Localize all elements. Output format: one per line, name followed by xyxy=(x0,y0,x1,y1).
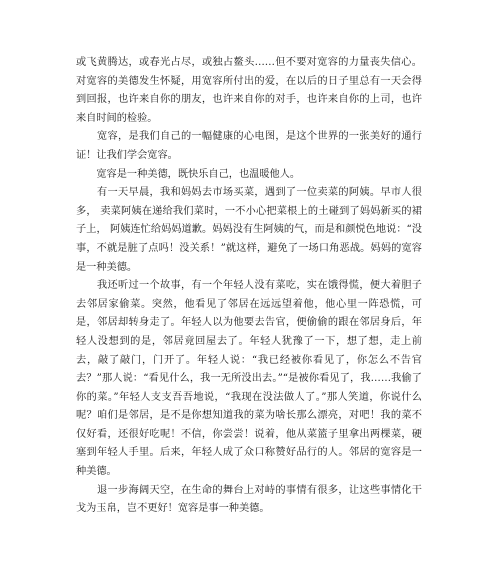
paragraph-2: 宽容，是我们自己的一幅健康的心电图，是这个世界的一张美好的通行证！让我们学会宽容。 xyxy=(76,131,422,161)
paragraph-5: 我还听过一个故事，有一个年轻人没有菜吃，实在饿得慌，便大着胆子去邻居家偷菜。突然，他看见了邻居在远远望着他，他心里一阵恐慌，可是，邻居却转身走了。年轻人以为他要去告官，便偷偷的跟在邻居身后，年轻人没想到的是，邻居竟回屋去了。年轻人犹豫了一下，想了想，走上前去，敲了敲门，门开了。年轻人说：“我已经被你看见了，你怎么不告官去？”那人说：“看见什么，我一无所没出去。”“是被你看见了，我……我偷了你的菜。”年轻人支支吾吾地说，“我现在没法做人了。”那人笑道，你说什么呢？咱们是邻居，是不是你想知道我的菜为啥长那么漂亮，对吧！我的菜不仅好看，还很好吃呢！不信，你尝尝！说着，他从菜篮子里拿出两棵菜，硬塞到年轻人手里。后来，年轻人成了众口称赞好品行的人。邻居的宽容是一种美德。 xyxy=(76,280,422,478)
paragraph-1: 或飞黄腾达，或春光占尽，或独占鳌头……但不要对宽容的力量丧失信心。 对宽容的美德发生怀疑，用宽容所付出的爱，在以后的日子里总有一天会得到回报，也许来自你的朋友，也许来自你的对手，也许来自你的上司，也许来自时间的检验。 xyxy=(76,57,426,124)
paragraph-6: 退一步海阔天空，在生命的舞台上对峙的事情有很多，让这些事情化干戈为玉帛，岂不更好！宽容是事一种美德。 xyxy=(76,484,422,515)
paragraph-4: 有一天早晨，我和妈妈去市场买菜，遇到了一位卖菜的阿姨。早市人很多， 卖菜阿姨在递给我们菜时，一不小心把菜根上的土碰到了妈妈新买的裙子上， 阿姨连忙给妈妈道歉。妈妈没有生阿姨的气，而是和颜悦色地说：“没事，不就是脏了点吗！没关系！”就这样，避免了一场口角恶战。妈妈的宽容是一种美德。 xyxy=(76,187,422,273)
essay-body xyxy=(76,54,426,519)
paragraph-3: 宽容是一种美德，既快乐自己，也温暖他人。 xyxy=(76,168,301,180)
